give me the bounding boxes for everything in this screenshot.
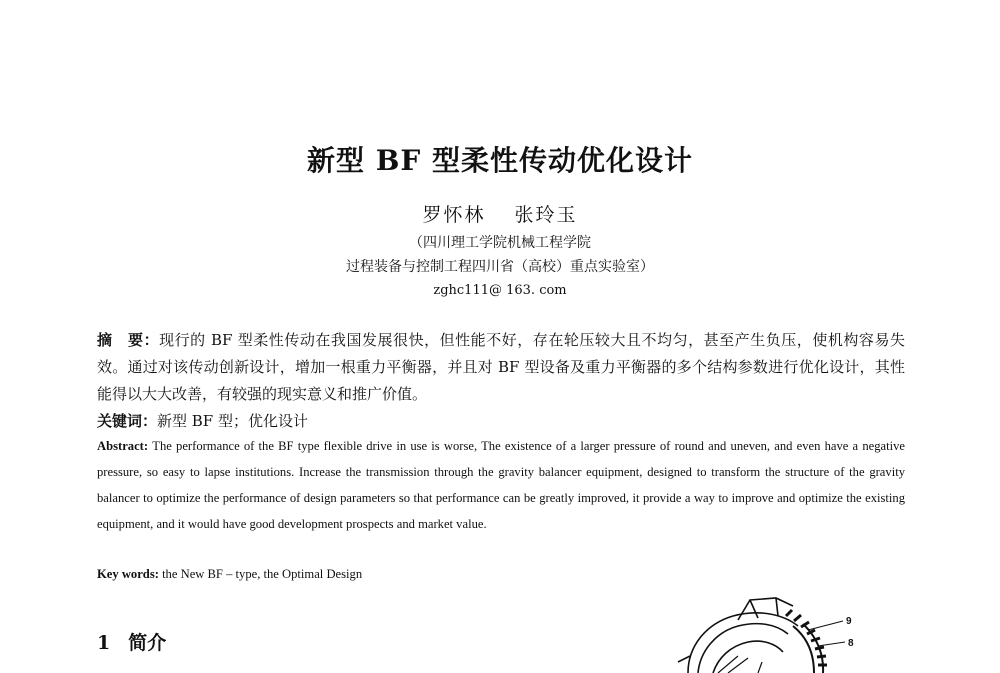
figure-label-8: 8 <box>848 638 854 649</box>
abstract-en-label: Abstract <box>97 439 144 453</box>
affiliation-line-1: （四川理工学院机械工程学院 <box>409 235 591 251</box>
section-title: 简介 <box>128 632 167 654</box>
abstract-cn-label: 摘 要： <box>97 331 160 349</box>
gear-figure <box>658 596 880 673</box>
keywords-cn-label: 关键词： <box>97 412 158 430</box>
abstract-en-text: The performance of the BF type flexible drive in use is worse, The existence of a larger pressure of round and uneven, and even have a negative pressure, so easy to lapse institutions. Increase the transmission through the gravity balancer equipment, designed to transform the structure of the gravity balancer to optimize the performance of design parameters so that performance can be greatly improved, it provide a way to improve and optimize the existing equipment, and it would have good development prospects and market value. <box>97 439 905 531</box>
keywords-en-label: Key words <box>97 567 155 581</box>
figure-label-9: 9 <box>846 616 852 627</box>
abstract-english: Abstract: The performance of the BF type flexible drive in use is worse, The existence of a larger pressure of round and uneven, and even have a negative pressure, so easy to lapse institutions. Increase the transmission through the gravity balancer equipment, designed to transform the structure of the gravity balancer to optimize the performance of design parameters so that performance can be greatly improved, it provide a way to improve and optimize the existing equipment, and it would have good development prospects and market value. <box>97 439 905 531</box>
affiliation-line-2: 过程装备与控制工程四川省（高校）重点实验室） <box>346 259 654 275</box>
gear-drawing <box>678 598 823 673</box>
leader-lines <box>808 621 845 646</box>
keywords-chinese <box>97 409 905 433</box>
section-heading <box>97 628 166 655</box>
keywords-english: Key words: the New BF – type, the Optimal Design <box>97 567 363 581</box>
gear-teeth <box>786 610 827 665</box>
paper-title: 新型 BF 型柔性传动优化设计 <box>306 144 694 177</box>
section-number: 1 <box>97 632 111 654</box>
abstract-chinese <box>97 327 905 408</box>
authors: 罗怀林 张玲玉 <box>422 204 578 226</box>
author-email: zghc111@ 163. com <box>433 283 567 298</box>
keywords-en-text: the New BF – type, the Optimal Design <box>162 567 363 581</box>
keywords-cn-text: 新型 BF 型；优化设计 <box>157 412 308 430</box>
abstract-cn-text: 现行的 BF 型柔性传动在我国发展很快，但性能不好，存在轮压较大且不均匀，甚至产生负压，使机构容易失效。通过对该传动创新设计，增加一根重力平衡器，并且对 BF 型设备及重力平衡器的多个结构参数进行优化设计，其性能得以大大改善，有较强的现实意义和推广价值。 <box>97 331 905 403</box>
